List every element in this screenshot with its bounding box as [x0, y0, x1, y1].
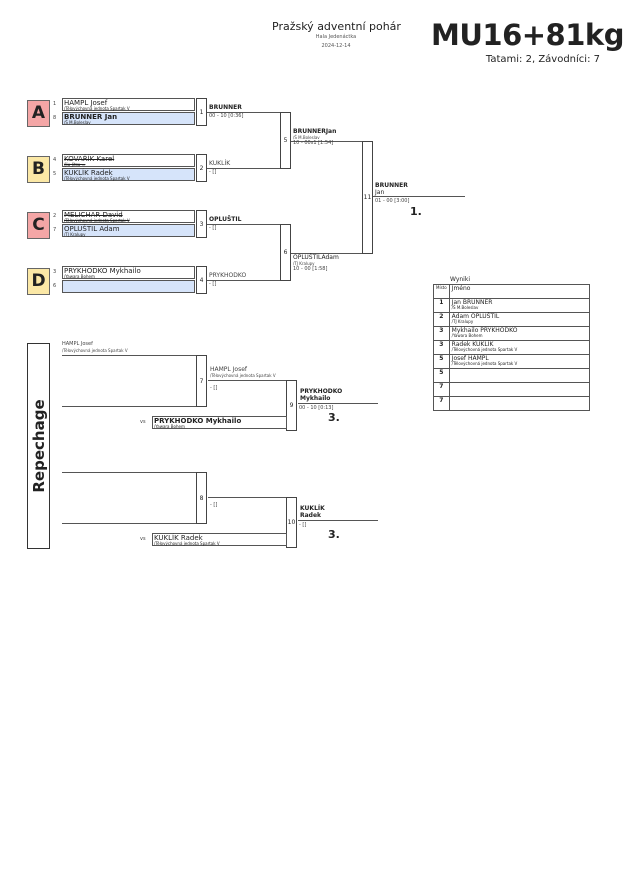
place-third: 3. — [328, 528, 340, 541]
repechage-winner-first: Mykhailo — [300, 395, 331, 402]
result-place: 5 — [434, 355, 450, 369]
match-score: - [] — [209, 281, 217, 287]
semi-winner: OPLUŠTILAdam — [293, 254, 339, 261]
result-competitor — [449, 313, 589, 327]
pool-label-A: A — [27, 100, 50, 127]
result-name: Radek KUKLÍK — [451, 341, 494, 348]
competitor-slot[interactable] — [62, 210, 195, 223]
result-place: 1 — [434, 299, 450, 313]
competitor-name: KUKLÍK Radek — [154, 534, 203, 542]
match-winner: PRYKHODKO — [209, 272, 247, 279]
competitor-club: /Tělovýchovná jednota Spartak V — [64, 106, 130, 111]
results-row — [434, 369, 590, 383]
result-club: /Š M.Boleslav — [451, 305, 479, 310]
seed-number: 7 — [53, 226, 57, 233]
match-winner: BRUNNER — [209, 104, 242, 111]
result-club: /Tělovýchovná jednota Spartak V — [451, 361, 518, 366]
results-row — [434, 327, 590, 341]
seed-number: 1 — [53, 101, 57, 107]
bracket-line — [207, 168, 280, 169]
result-name: Mykhailo PRYKHODKO — [451, 327, 518, 334]
match-winner: OPLUŠTIL — [209, 216, 242, 223]
semi-club: /Š M.Boleslav — [293, 135, 320, 140]
results-title: Wyniki — [450, 276, 470, 283]
final-winner-first: Jan — [375, 189, 385, 196]
seed-number: 2 — [53, 213, 57, 219]
result-name: Josef HAMPL — [451, 355, 489, 362]
match-score: - [] — [210, 502, 218, 508]
results-row — [434, 341, 590, 355]
competitor-name: MELICHAR David — [64, 211, 123, 219]
competitor-name: PRYKHODKO Mykhailo — [64, 267, 141, 275]
final-winner: BRUNNER — [375, 182, 408, 189]
repechage-opponent[interactable] — [152, 533, 287, 546]
pool-label-B: B — [27, 156, 50, 183]
match-number[interactable]: 10 — [286, 497, 297, 548]
results-table — [433, 284, 590, 411]
match-number[interactable]: 3 — [196, 210, 207, 238]
col-place: Místo — [434, 285, 450, 299]
result-club: /Tělovýchovná jednota Spartak V — [451, 347, 518, 352]
pool-label-D: D — [27, 268, 50, 295]
competitor-slot[interactable] — [62, 168, 195, 181]
repechage-winner-first: Radek — [300, 512, 322, 519]
result-competitor — [449, 369, 589, 383]
bracket-line — [208, 497, 286, 498]
match-number[interactable]: 4 — [196, 266, 207, 294]
competitor-name: PRYKHODKO Mykhailo — [154, 417, 242, 425]
match-winner: KUKLÍK — [209, 160, 231, 167]
seed-number: 5 — [53, 170, 57, 177]
competitor-club: /TJ Kralupy — [64, 231, 86, 237]
bracket-line — [62, 355, 196, 356]
results-row — [434, 355, 590, 369]
repechage-label-box — [27, 343, 50, 549]
match-score: 00 - 10 [0:36] — [209, 113, 244, 119]
m7-winner: HAMPL Josef — [210, 366, 248, 373]
repechage-entrant: HAMPL Josef — [62, 341, 93, 347]
repechage-opponent[interactable] — [152, 416, 287, 429]
competitor-club: /Tělovýchovná jednota Spartak V — [64, 175, 130, 181]
bracket-line — [373, 196, 465, 197]
date: 2024-12-14 — [321, 43, 351, 49]
bracket-line — [208, 380, 286, 381]
match-score: - [] — [209, 169, 217, 175]
category-title: MU16+81kg — [431, 18, 624, 52]
competitor-club: /Jiu-Jitsu ... — [64, 162, 86, 167]
vs-label: vs — [140, 419, 146, 425]
competitor-slot[interactable] — [62, 224, 195, 237]
results-row — [434, 397, 590, 411]
place-first: 1. — [410, 205, 422, 218]
col-name: Jméno — [449, 285, 589, 299]
repechage-winner: PRYKHODKO — [300, 388, 343, 395]
repechage-entrant-club: /Tělovýchovná jednota Spartak V — [62, 348, 128, 353]
result-place: 3 — [434, 341, 450, 355]
result-place: 7 — [434, 383, 450, 397]
match-number[interactable]: 2 — [196, 154, 207, 182]
competitor-name: BRUNNER Jan — [64, 112, 118, 121]
seed-number: 6 — [53, 282, 57, 289]
competitor-club: /Tělovýchovná jednota Spartak V — [154, 541, 220, 546]
repechage-score: - [] — [299, 522, 307, 528]
m7-winner-club: /Tělovýchovná jednota Spartak V — [210, 373, 276, 378]
competitor-slot[interactable] — [62, 154, 195, 167]
seed-number: 3 — [53, 269, 57, 275]
match-score: - [] — [209, 225, 217, 231]
result-competitor — [449, 341, 589, 355]
bracket-line — [298, 520, 378, 521]
result-name: Adam OPLUŠTIL — [451, 313, 500, 320]
match-number[interactable]: 7 — [196, 355, 207, 407]
competitor-club: /Tělovýchovná jednota Spartak V — [64, 218, 130, 223]
result-place: 3 — [434, 327, 450, 341]
result-name: Jan BRUNNER — [451, 299, 493, 306]
result-place: 7 — [434, 397, 450, 411]
match-number[interactable]: 11 — [362, 141, 373, 254]
repechage-score: 00 - 10 [0:13] — [299, 405, 334, 411]
semi-winner: BRUNNERJan — [293, 128, 337, 135]
match-score: - [] — [210, 385, 218, 391]
bracket-line — [62, 472, 196, 473]
match-number[interactable]: 5 — [280, 112, 291, 169]
competitor-club: /Š M.Boleslav — [64, 119, 91, 125]
competitor-club: /Yawara Bohem — [154, 424, 185, 429]
results-row — [434, 299, 590, 313]
bracket-line — [62, 406, 196, 407]
place-third: 3. — [328, 411, 340, 424]
competitor-name: OPLUŠTIL Adam — [64, 224, 120, 233]
competitor-slot[interactable] — [62, 98, 195, 111]
competitor-name: KOVAŘÍK Karel — [64, 155, 115, 163]
bracket-line — [207, 224, 280, 225]
results-row — [434, 313, 590, 327]
result-place: 5 — [434, 369, 450, 383]
bracket-line — [62, 523, 196, 524]
results-row — [434, 383, 590, 397]
bracket-line — [207, 280, 280, 281]
result-competitor — [449, 383, 589, 397]
result-competitor — [449, 355, 589, 369]
match-number[interactable]: 1 — [196, 98, 207, 126]
result-place: 2 — [434, 313, 450, 327]
match-number[interactable]: 9 — [286, 380, 297, 431]
seed-number: 4 — [53, 157, 57, 163]
pool-label-C: C — [27, 212, 50, 239]
semi-score: 10 - 00 [1:58] — [293, 266, 328, 272]
result-competitor — [449, 397, 589, 411]
competitor-club: /Yawara Bohem — [64, 274, 95, 279]
bracket-line — [298, 403, 378, 404]
match-number[interactable]: 6 — [280, 224, 291, 281]
seed-number: 8 — [53, 114, 57, 121]
repechage-winner: KUKLÍK — [300, 505, 325, 512]
competitor-slot[interactable] — [62, 280, 195, 293]
competitor-slot[interactable] — [62, 266, 195, 279]
result-club: /TJ Kralupy — [451, 319, 474, 324]
repechage-title: Repechage — [29, 399, 48, 493]
vs-label: vs — [140, 536, 146, 542]
competitor-name: HAMPL Josef — [64, 99, 108, 107]
competitor-slot[interactable] — [62, 112, 195, 125]
event-title: Pražský adventní pohár — [272, 20, 401, 33]
tatami-info: Tatami: 2, Závodníci: 7 — [485, 54, 600, 65]
semi-club: /TJ Kralupy — [293, 261, 315, 266]
result-competitor — [449, 327, 589, 341]
final-score: 01 - 00 [3:00] — [375, 198, 410, 204]
result-competitor — [449, 299, 589, 313]
result-club: /Yawara Bohem — [451, 333, 483, 338]
match-number[interactable]: 8 — [196, 472, 207, 524]
competitor-name: KUKLÍK Radek — [64, 168, 113, 177]
venue: Hala Jedenáctka — [315, 34, 357, 40]
semi-score: 10 - 00s1 [1:54] — [293, 140, 334, 146]
